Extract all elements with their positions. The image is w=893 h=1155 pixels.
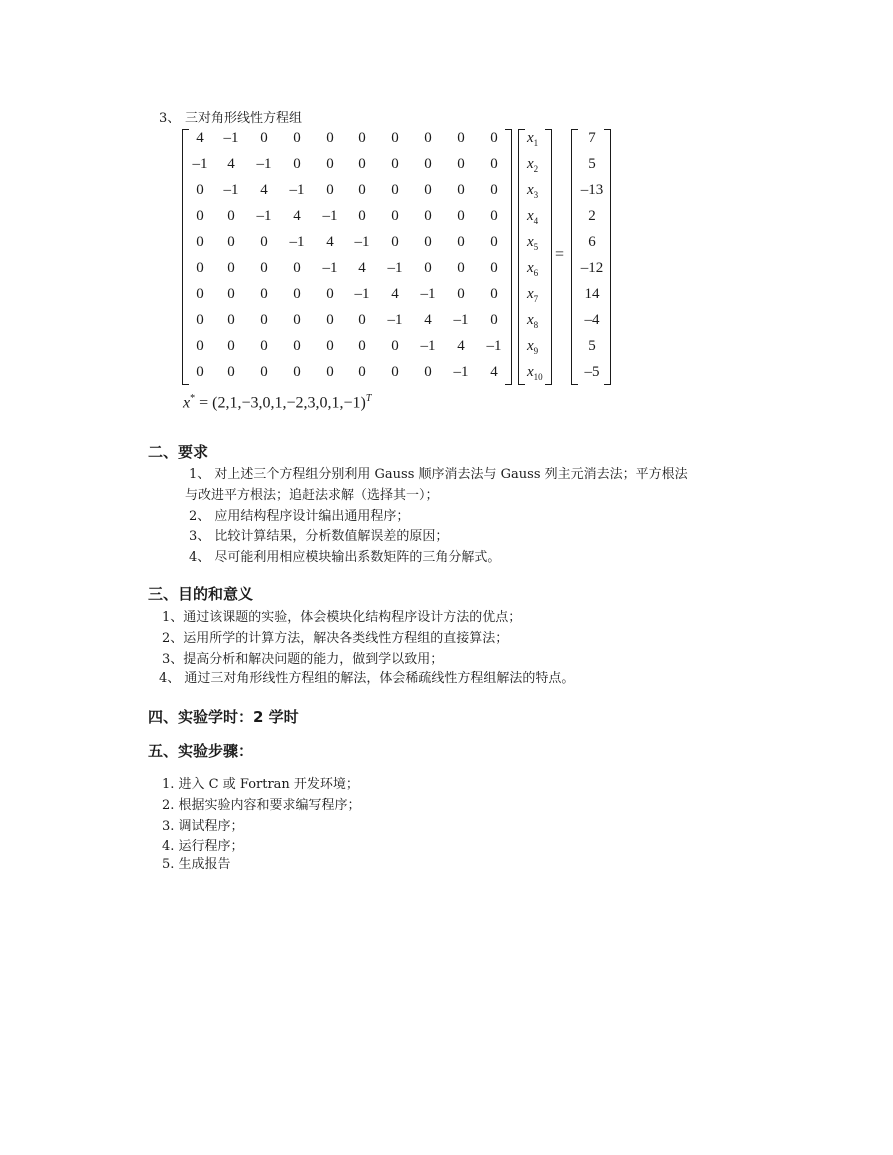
matrix-cell: 0 (457, 234, 465, 250)
matrix-cell: –1 (322, 208, 338, 224)
unknown-variable (527, 206, 538, 231)
matrix-cell: 0 (227, 364, 235, 380)
unknown-variable (527, 284, 538, 309)
variable-symbol: x (527, 156, 534, 172)
matrix-cell: 0 (457, 208, 465, 224)
matrix-cell: 0 (196, 234, 204, 250)
matrix-cell: 0 (490, 208, 498, 224)
matrix-cell: 0 (391, 130, 399, 146)
matrix-cell: 0 (490, 286, 498, 302)
rhs-value: 6 (588, 234, 596, 250)
matrix-cell: 0 (293, 312, 301, 328)
matrix-cell: 0 (293, 260, 301, 276)
variable-subscript: 8 (533, 320, 539, 330)
step-item-3: 3. 调试程序； (162, 819, 244, 834)
matrix-cell: 0 (227, 234, 235, 250)
matrix-cell: 0 (260, 260, 268, 276)
variable-symbol: x (527, 234, 534, 250)
matrix-cell: –1 (453, 312, 469, 328)
solution-lhs: x (183, 394, 191, 412)
matrix-cell: 0 (260, 286, 268, 302)
vector-left-bracket (518, 129, 525, 385)
variable-symbol: x (527, 130, 534, 146)
matrix-cell: 0 (490, 130, 498, 146)
matrix-cell: 4 (293, 208, 301, 224)
matrix-cell: 0 (358, 338, 366, 354)
matrix-cell: 0 (490, 182, 498, 198)
variable-symbol: x (527, 208, 534, 224)
variable-subscript: 2 (533, 164, 539, 174)
rhs-value: 7 (588, 130, 596, 146)
matrix-cell: 0 (196, 338, 204, 354)
variable-symbol: x (527, 312, 534, 328)
matrix-cell: –1 (322, 260, 338, 276)
matrix-cell: 0 (326, 130, 334, 146)
matrix-cell: –1 (354, 234, 370, 250)
requirement-item-2: 2、 应用结构程序设计编出通用程序； (189, 509, 410, 524)
matrix-cell: 0 (424, 182, 432, 198)
matrix-cell: –1 (256, 156, 272, 172)
matrix-cell: 0 (424, 234, 432, 250)
matrix-cell: 0 (260, 364, 268, 380)
matrix-cell: –1 (420, 338, 436, 354)
matrix-cell: 0 (490, 234, 498, 250)
matrix-cell: 0 (196, 364, 204, 380)
matrix-cell: 4 (358, 260, 366, 276)
matrix-cell: 0 (457, 286, 465, 302)
variable-subscript: 10 (533, 372, 543, 382)
matrix-cell: 0 (358, 364, 366, 380)
unknown-variable (527, 128, 538, 153)
matrix-cell: 4 (227, 156, 235, 172)
matrix-cell: 0 (293, 338, 301, 354)
matrix-cell: 0 (196, 208, 204, 224)
matrix-cell: 0 (227, 338, 235, 354)
matrix-cell: –1 (486, 338, 502, 354)
matrix-cell: 4 (196, 130, 204, 146)
matrix-cell: 0 (391, 364, 399, 380)
matrix-cell: –1 (387, 260, 403, 276)
matrix-cell: 0 (490, 312, 498, 328)
solution-values: = (2,1,−3,0,1,−2,3,0,1,−1) (195, 394, 366, 412)
matrix-cell: 0 (227, 312, 235, 328)
step-item-1: 1. 进入 C 或 Fortran 开发环境； (162, 777, 359, 792)
matrix-cell: 0 (293, 364, 301, 380)
matrix-cell: 0 (260, 338, 268, 354)
unknown-variable (527, 310, 538, 335)
matrix-cell: 0 (196, 182, 204, 198)
variable-symbol: x (527, 182, 534, 198)
matrix-cell: 4 (260, 182, 268, 198)
matrix-cell: –1 (453, 364, 469, 380)
matrix-cell: 0 (227, 260, 235, 276)
requirements-heading: 二、要求 (148, 443, 209, 461)
requirement-item-3: 3、 比较计算结果，分析数值解误差的原因； (189, 529, 449, 544)
purpose-heading: 三、目的和意义 (148, 585, 254, 603)
matrix-cell: 4 (490, 364, 498, 380)
matrix-cell: 0 (260, 130, 268, 146)
rhs-value: –5 (584, 364, 600, 380)
unknown-variable (527, 232, 538, 257)
rhs-right-bracket (604, 129, 611, 385)
matrix-cell: 0 (358, 156, 366, 172)
matrix-cell: 0 (358, 130, 366, 146)
matrix-cell: 0 (293, 156, 301, 172)
rhs-value: –12 (580, 260, 604, 276)
matrix-cell: –1 (354, 286, 370, 302)
matrix-cell: 0 (391, 156, 399, 172)
matrix-cell: 4 (326, 234, 334, 250)
matrix-cell: 0 (391, 338, 399, 354)
solution-line (183, 393, 371, 412)
steps-heading: 五、实验步骤： (148, 742, 254, 760)
requirement-item-1-cont: 与改进平方根法；追赶法求解（选择其一）； (185, 488, 439, 503)
matrix-cell: 0 (424, 208, 432, 224)
rhs-value: 2 (588, 208, 596, 224)
matrix-cell: 0 (391, 182, 399, 198)
matrix-cell: 0 (457, 130, 465, 146)
matrix-cell: 0 (227, 286, 235, 302)
matrix-cell: 0 (326, 338, 334, 354)
step-item-4: 4. 运行程序； (162, 839, 244, 854)
variable-subscript: 7 (533, 294, 539, 304)
matrix-cell: 0 (457, 182, 465, 198)
matrix-cell: –1 (256, 208, 272, 224)
matrix-cell: 0 (490, 156, 498, 172)
step-item-5: 5. 生成报告 (162, 857, 231, 872)
purpose-item-4: 4、 通过三对角形线性方程组的解法，体会稀疏线性方程组解法的特点。 (159, 671, 575, 686)
matrix-cell: 0 (490, 260, 498, 276)
matrix-cell: 0 (358, 208, 366, 224)
purpose-item-2: 2、运用所学的计算方法，解决各类线性方程组的直接算法； (162, 631, 509, 646)
variable-symbol: x (527, 338, 534, 354)
matrix-cell: 0 (457, 260, 465, 276)
rhs-value: 5 (588, 338, 596, 354)
variable-subscript: 9 (533, 346, 539, 356)
matrix-cell: 0 (326, 312, 334, 328)
hours-heading: 四、实验学时：2 学时 (148, 708, 299, 726)
matrix-cell: 0 (391, 208, 399, 224)
matrix-cell: 0 (293, 286, 301, 302)
requirement-item-4: 4、 尽可能利用相应模块输出系数矩阵的三角分解式。 (189, 550, 501, 565)
matrix-cell: 0 (326, 364, 334, 380)
vector-right-bracket (545, 129, 552, 385)
section-item-title: 三对角形线性方程组 (185, 111, 303, 126)
unknown-variable (527, 154, 538, 179)
matrix-cell: 0 (260, 234, 268, 250)
rhs-value: –4 (584, 312, 600, 328)
matrix-cell: –1 (223, 130, 239, 146)
matrix-cell: 0 (424, 130, 432, 146)
matrix-cell: 4 (457, 338, 465, 354)
variable-subscript: 1 (533, 138, 539, 148)
solution-transpose: T (365, 393, 372, 404)
matrix-cell: 0 (391, 234, 399, 250)
matrix-cell: 0 (424, 156, 432, 172)
solution-star: * (190, 393, 196, 404)
unknown-variable (527, 258, 538, 283)
matrix-cell: 0 (424, 364, 432, 380)
unknown-variable (527, 362, 543, 387)
matrix-cell: 0 (293, 130, 301, 146)
rhs-value: –13 (580, 182, 604, 198)
purpose-item-1: 1、通过该课题的实验，体会模块化结构程序设计方法的优点； (162, 610, 522, 625)
rhs-value: 14 (584, 286, 600, 302)
matrix-cell: –1 (289, 234, 305, 250)
variable-subscript: 6 (533, 268, 539, 278)
variable-symbol: x (527, 286, 534, 302)
variable-subscript: 5 (533, 242, 539, 252)
matrix-cell: 0 (424, 260, 432, 276)
matrix-cell: 0 (358, 312, 366, 328)
matrix-cell: 0 (227, 208, 235, 224)
matrix-cell: 0 (196, 260, 204, 276)
matrix-cell: 4 (424, 312, 432, 328)
rhs-left-bracket (571, 129, 578, 385)
matrix-cell: 0 (326, 286, 334, 302)
unknown-variable (527, 336, 538, 361)
step-item-2: 2. 根据实验内容和要求编写程序； (162, 798, 361, 813)
variable-symbol: x (527, 364, 534, 380)
section-item-number: 3、 (159, 111, 181, 126)
rhs-value: 5 (588, 156, 596, 172)
matrix-cell: 0 (196, 312, 204, 328)
variable-subscript: 3 (533, 190, 539, 200)
matrix-cell: 0 (358, 182, 366, 198)
matrix-cell: –1 (192, 156, 208, 172)
matrix-cell: 0 (326, 182, 334, 198)
matrix-cell: –1 (223, 182, 239, 198)
matrix-cell: –1 (420, 286, 436, 302)
matrix-cell: 0 (457, 156, 465, 172)
matrix-cell: 0 (260, 312, 268, 328)
matrix-cell: 0 (326, 156, 334, 172)
matrix-cell: –1 (387, 312, 403, 328)
unknown-variable (527, 180, 538, 205)
matrix-cell: 0 (196, 286, 204, 302)
variable-subscript: 4 (533, 216, 539, 226)
purpose-item-3: 3、提高分析和解决问题的能力，做到学以致用； (162, 652, 444, 667)
requirement-item-1: 1、 对上述三个方程组分别利用 Gauss 顺序消去法与 Gauss 列主元消去法；平方根法 (189, 467, 688, 482)
equals-sign: = (555, 246, 565, 263)
matrix-cell: 4 (391, 286, 399, 302)
matrix-cell: –1 (289, 182, 305, 198)
variable-symbol: x (527, 260, 534, 276)
